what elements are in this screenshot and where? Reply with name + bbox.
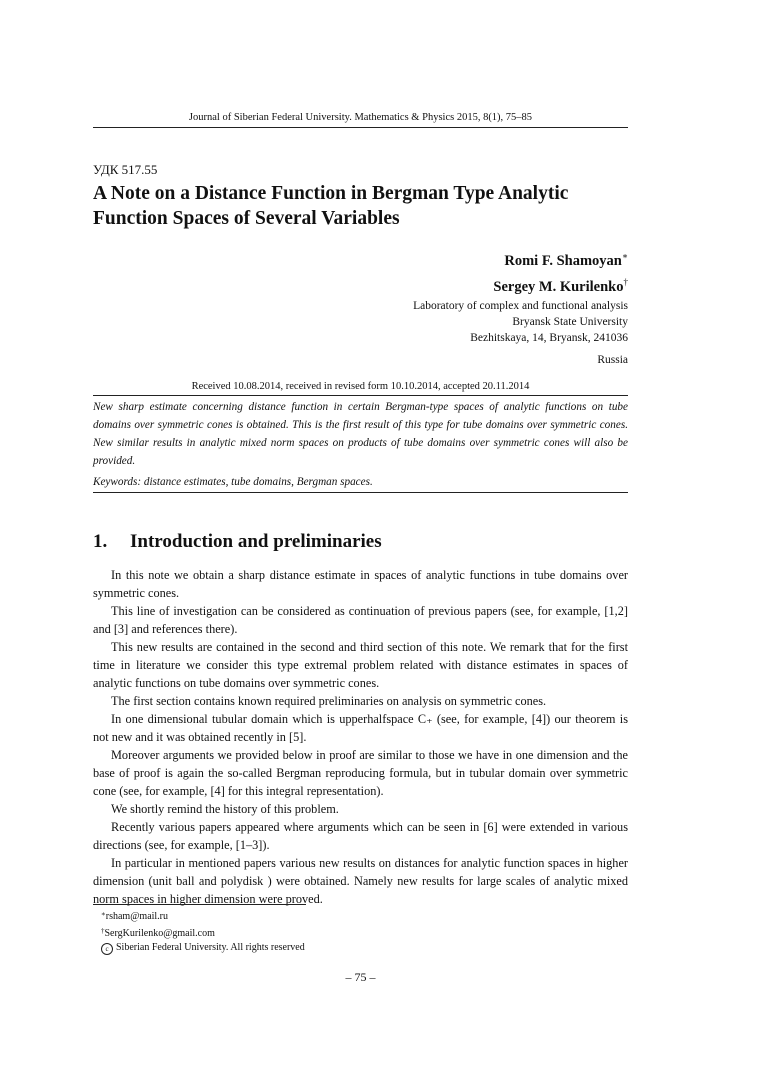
copyright-text: Siberian Federal University. All rights reserved	[116, 942, 305, 953]
abstract-rule-top	[93, 395, 628, 396]
author-name: Sergey M. Kurilenko	[493, 279, 624, 295]
paragraph: Moreover arguments we provided below in proof are similar to those we have in one dimension and the base of proof is again the so-called Bergman reproducing formula, but in tubular domain over symmetric cone (see, for example, [4] for this integral representation).	[93, 748, 628, 798]
header-rule	[93, 127, 628, 128]
author-name: Romi F. Shamoyan	[504, 253, 622, 269]
paragraph: We shortly remind the history of this problem.	[111, 802, 339, 816]
copyright-icon: c	[101, 943, 113, 955]
received-dates: Received 10.08.2014, received in revised form 10.10.2014, accepted 20.11.2014	[191, 381, 530, 392]
keywords: Keywords: distance estimates, tube domains, Bergman spaces.	[93, 476, 373, 488]
paragraph: Recently various papers appeared where arguments which can be seen in [6] were extended in various directions (see, for example, [1–3]).	[93, 820, 628, 852]
body-text	[93, 566, 628, 908]
udk-code: УДК 517.55	[93, 162, 158, 177]
running-header: Journal of Siberian Federal University. Mathematics & Physics 2015, 8(1), 75–85	[188, 112, 533, 123]
footnote	[101, 907, 305, 924]
footnote-email: rsham@mail.ru	[105, 911, 169, 922]
paragraph: In particular in mentioned papers various new results on distances for analytic function spaces in higher dimension (unit ball and polydisk ) were obtained. Namely new results for large scales of analytic mixed norm spaces in higher dimension were proved.	[93, 856, 628, 906]
affiliation-line: Bezhitskaya, 14, Bryansk, 241036	[470, 332, 628, 344]
section-heading	[93, 531, 382, 553]
paragraph: This new results are contained in the second and third section of this note. We remark that for the first time in literature we consider this type extremal problem related with distance estimates in spaces of analytic functions on tube domains over symmetric cones.	[93, 640, 628, 690]
paragraph: This line of investigation can be considered as continuation of previous papers (see, for example, [1,2] and [3] and references there).	[93, 604, 628, 636]
footnote-rule	[93, 904, 306, 905]
author-footnote-mark: ∗	[621, 251, 628, 261]
paragraph: In one dimensional tubular domain which is upperhalfspace C₊ (see, for example, [4]) our theorem is not new and it was obtained recently in [5].	[93, 712, 628, 744]
footnote-email: SergKurilenko@gmail.com	[104, 928, 215, 939]
author-1	[413, 246, 628, 272]
footnotes	[101, 907, 305, 955]
paragraph: The first section contains known required preliminaries on analysis on symmetric cones.	[111, 694, 547, 708]
footnote-mark: †	[101, 927, 105, 935]
affiliation-country: Russia	[597, 354, 628, 366]
author-footnote-mark: †	[623, 277, 628, 287]
paragraph: In this note we obtain a sharp distance estimate in spaces of analytic functions in tube domains over symmetric cones.	[93, 568, 628, 600]
page-number: – 75 –	[345, 970, 376, 984]
footnote-mark: ∗	[101, 910, 106, 918]
author-2	[413, 272, 628, 298]
paper-title: A Note on a Distance Function in Bergman Type Analytic Function Spaces of Several Variables	[93, 183, 569, 229]
footnote	[101, 924, 305, 941]
author-block	[413, 246, 628, 368]
abstract: New sharp estimate concerning distance function in certain Bergman-type spaces of analytic functions on tube domains over symmetric cones is obtained. This is the first result of this type for tube domains over symmetric cones. New similar results in analytic mixed norm spaces on products of tube domains over symmetric cones will also be provided.	[93, 401, 628, 467]
section-number: 1.	[93, 531, 108, 552]
abstract-rule-bottom	[93, 492, 628, 493]
section-title: Introduction and preliminaries	[130, 531, 382, 552]
copyright-line	[101, 941, 305, 955]
affiliation-line: Laboratory of complex and functional analysis	[413, 300, 628, 312]
paper-page	[93, 0, 628, 1080]
affiliation-line: Bryansk State University	[512, 316, 628, 328]
